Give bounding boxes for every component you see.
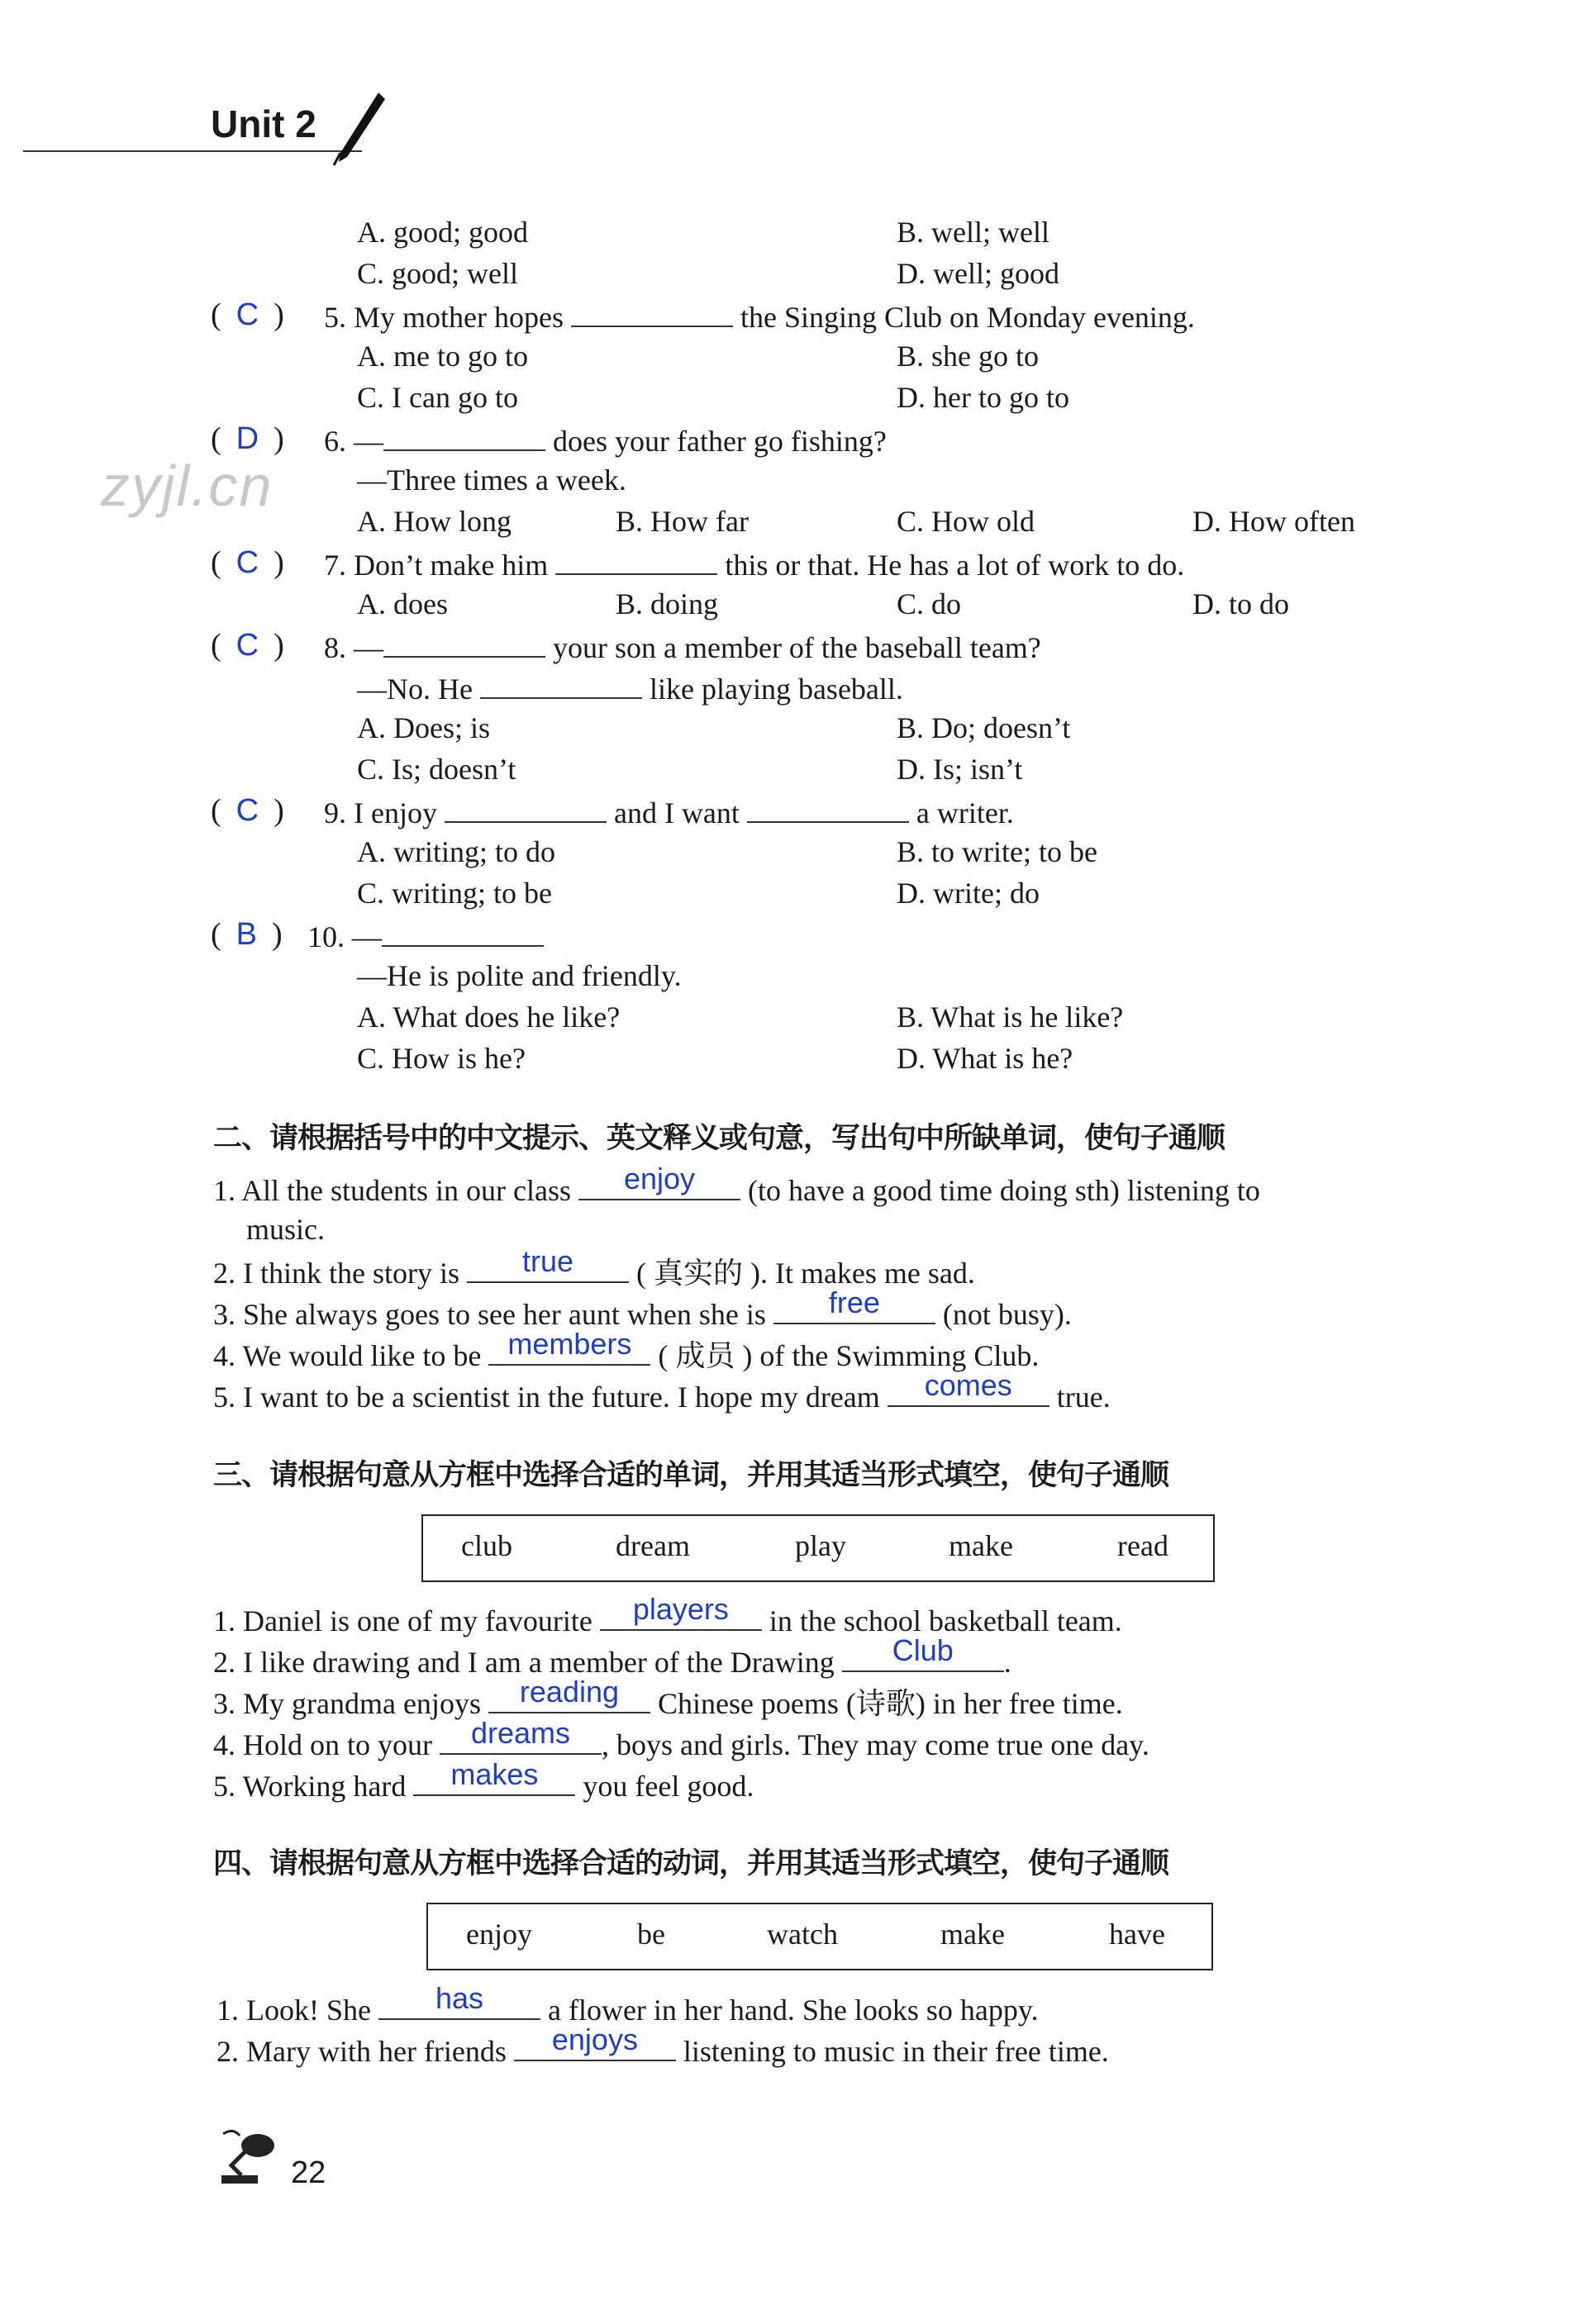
q10-option-a: A. What does he like? [357, 1000, 621, 1034]
part3-blank-2[interactable]: Club [842, 1639, 1004, 1672]
q10-stem: 10. — [307, 914, 544, 958]
q4-option-c: C. good; well [357, 257, 518, 290]
part3-item-5: 5. Working hard makes you feel good. [213, 1757, 754, 1803]
part3-blank-4[interactable]: dreams [440, 1722, 602, 1755]
part2-blank-4[interactable]: members [488, 1333, 650, 1366]
part2-heading: 二、请根据括号中的中文提示、英文释义或句意，写出句中所缺单词，使句子通顺 [213, 1122, 1225, 1155]
part3-item-4: 4. Hold on to your dreams , boys and girls. They may come true one day. [213, 1716, 1149, 1761]
q10-answer-paren: ( B ) [211, 917, 283, 952]
q8-option-b: B. Do; doesn’t [897, 711, 1071, 744]
part2-item-2: 2. I think the story is true ( 真实的 ). It makes me sad. [213, 1244, 975, 1290]
part4-word-box [426, 1903, 1213, 1970]
q7-option-a: A. does [357, 587, 448, 620]
q5-option-d: D. her to go to [897, 381, 1069, 414]
part3-heading: 三、请根据句意从方框中选择合适的单词，并用其适当形式填空，使句子通顺 [213, 1459, 1169, 1492]
q6-blank[interactable] [383, 418, 545, 451]
part4-word-be: be [637, 1918, 665, 1951]
pen-icon [331, 89, 388, 168]
q7-blank[interactable] [555, 542, 717, 575]
part3-word-make: make [949, 1529, 1013, 1562]
q5-option-c: C. I can go to [357, 381, 518, 414]
header-rule [23, 150, 362, 152]
q8-option-d: D. Is; isn’t [897, 753, 1023, 786]
q10-reply: —He is polite and friendly. [357, 959, 682, 992]
q6-option-a: A. How long [357, 505, 512, 538]
q7-answer: C [236, 545, 259, 580]
q8-answer-paren: ( C ) [211, 628, 284, 663]
q8-stem: 8. — your son a member of the baseball team? [324, 625, 1041, 668]
q9-blank-2[interactable] [747, 790, 909, 823]
part4-word-enjoy: enjoy [466, 1918, 532, 1951]
q8-option-c: C. Is; doesn’t [357, 753, 516, 786]
q4-option-a: A. good; good [357, 216, 528, 249]
q6-stem: 6. — does your father go fishing? [324, 418, 887, 462]
q6-option-c: C. How old [897, 505, 1035, 538]
q6-option-b: B. How far [616, 505, 749, 538]
q5-answer-paren: ( C ) [211, 297, 284, 332]
q9-option-a: A. writing; to do [357, 835, 555, 868]
part4-item-2: 2. Mary with her friends enjoys listening to music in their free time. [217, 2022, 1109, 2068]
q7-answer-paren: ( C ) [211, 545, 284, 580]
q4-option-d: D. well; good [897, 257, 1059, 290]
part2-blank-3[interactable]: free [773, 1291, 935, 1324]
q9-option-c: C. writing; to be [357, 877, 552, 910]
part4-word-have: have [1109, 1918, 1165, 1951]
q10-option-b: B. What is he like? [897, 1000, 1124, 1034]
part4-item-1: 1. Look! She has a flower in her hand. She looks so happy. [217, 1981, 1039, 2027]
part3-blank-3[interactable]: reading [488, 1680, 650, 1713]
part3-word-dream: dream [616, 1529, 690, 1562]
q5-stem: 5. My mother hopes the Singing Club on Monday evening. [324, 294, 1195, 338]
q7-option-c: C. do [897, 587, 962, 620]
q6-answer: D [236, 421, 259, 456]
part4-blank-2[interactable]: enjoys [514, 2028, 676, 2061]
part4-blank-1[interactable]: has [378, 1987, 540, 2020]
q10-option-c: C. How is he? [357, 1042, 526, 1075]
q4-option-b: B. well; well [897, 216, 1049, 249]
watermark: zyjl.cn [101, 454, 274, 518]
part2-item-1: 1. All the students in our class enjoy (to have a good time doing sth) listening to [213, 1162, 1260, 1207]
q10-answer: B [236, 917, 258, 952]
q8-option-a: A. Does; is [357, 711, 490, 744]
part3-blank-1[interactable]: players [600, 1598, 762, 1631]
part3-word-play: play [795, 1529, 846, 1562]
part4-heading: 四、请根据句意从方框中选择合适的动词，并用其适当形式填空，使句子通顺 [213, 1847, 1169, 1880]
q5-option-b: B. she go to [897, 340, 1040, 373]
part4-word-watch: watch [767, 1918, 838, 1951]
page-number: 22 [291, 2155, 326, 2190]
q9-option-b: B. to write; to be [897, 835, 1097, 868]
q6-answer-paren: ( D ) [211, 421, 284, 456]
part3-item-1: 1. Daniel is one of my favourite players in the school basketball team. [213, 1592, 1122, 1637]
part2-item-4: 4. We would like to be members ( 成员 ) of the Swimming Club. [213, 1327, 1040, 1372]
q6-option-d: D. How often [1192, 505, 1355, 538]
unit-label: Unit 2 [211, 102, 316, 145]
part3-word-club: club [461, 1529, 512, 1562]
part2-blank-5[interactable]: comes [888, 1374, 1049, 1407]
q7-option-d: D. to do [1192, 587, 1289, 620]
q9-answer-paren: ( C ) [211, 793, 284, 828]
q7-option-b: B. doing [616, 587, 719, 620]
desk-lamp-icon [217, 2127, 281, 2187]
q10-blank[interactable] [382, 914, 544, 947]
part3-word-read: read [1117, 1529, 1168, 1562]
part3-blank-5[interactable]: makes [413, 1763, 575, 1796]
q5-answer: C [236, 297, 259, 332]
part2-item-5: 5. I want to be a scientist in the future. I hope my dream comes true. [213, 1368, 1111, 1414]
q7-stem: 7. Don’t make him this or that. He has a lot of work to do. [324, 542, 1184, 586]
q8-blank-1[interactable] [383, 625, 545, 658]
q9-answer: C [236, 793, 259, 828]
part2-blank-2[interactable]: true [467, 1250, 629, 1283]
part2-item-1-cont: music. [246, 1213, 325, 1246]
q5-blank[interactable] [571, 294, 733, 327]
q5-option-a: A. me to go to [357, 340, 528, 373]
part3-word-box [421, 1514, 1215, 1582]
part4-word-make: make [940, 1918, 1005, 1951]
part3-item-2: 2. I like drawing and I am a member of the Drawing Club . [213, 1633, 1011, 1679]
q9-blank-1[interactable] [445, 790, 607, 823]
q8-answer: C [236, 628, 259, 663]
q8-reply: —No. He like playing baseball. [357, 666, 903, 710]
q8-blank-2[interactable] [480, 666, 642, 699]
q9-stem: 9. I enjoy and I want a writer. [324, 790, 1014, 834]
q6-reply: —Three times a week. [357, 463, 626, 497]
q9-option-d: D. write; do [897, 877, 1040, 910]
part2-item-3: 3. She always goes to see her aunt when she is free (not busy). [213, 1286, 1072, 1331]
part3-item-3: 3. My grandma enjoys reading Chinese poems (诗歌) in her free time. [213, 1675, 1123, 1720]
q10-option-d: D. What is he? [897, 1042, 1073, 1075]
part2-blank-1[interactable]: enjoy [578, 1167, 740, 1200]
